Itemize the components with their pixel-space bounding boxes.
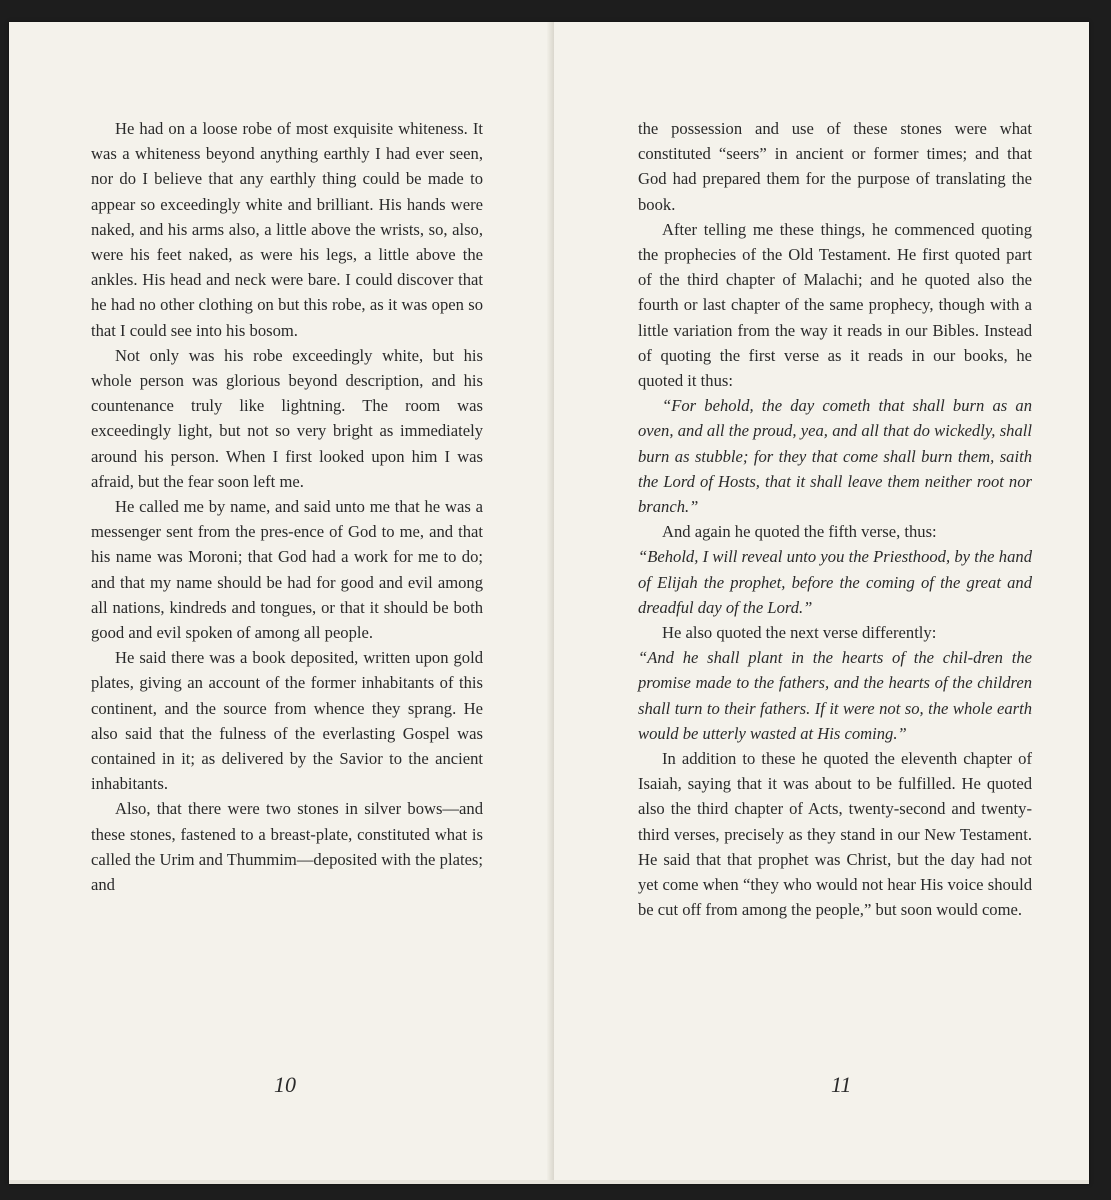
paragraph-continuation: the possession and use of these stones were what constituted “seers” in ancient or former times; and that God had prepared them for the purpose of translating the book.	[638, 119, 1032, 214]
paragraph: After telling me these things, he commenced quoting the prophecies of the Old Testament. He first quoted part of the third chapter of Malachi; and he quoted also the fourth or last chapter of the same prophecy, though with a little variation from the way it reads in our Bibles. Instead of quoting the first verse as it reads in our books, he quoted it thus:	[638, 219, 1032, 391]
page-number: 10	[274, 1072, 296, 1097]
scripture-quote: “And he shall plant in the hearts of the chil-dren the promise made to the fathers, and the hearts of the children shall turn to their fathers. If it were not so, the whole earth would be utterly wasted at His coming.”	[638, 648, 1032, 743]
right-page-text	[638, 116, 1032, 923]
booklet-spread	[9, 22, 1089, 1184]
paragraph: He also quoted the next verse differently:	[662, 623, 937, 643]
paragraph: He had on a loose robe of most exquisite whiteness. It was a whiteness beyond anything earthly I had ever seen, nor do I believe that any earthly thing could be made to appear so exceedingly white and brilliant. His hands were naked, and his arms also, a little above the wrists, so, also, were his feet naked, as were his legs, a little above the ankles. His head and neck were bare. I could discover that he had no other clothing on but this robe, as it was open so that I could see into his bosom.	[91, 119, 483, 340]
left-page-text	[91, 116, 483, 897]
scripture-quote: “Behold, I will reveal unto you the Priesthood, by the hand of Elijah the prophet, before the coming of the great and dreadful day of the Lord.”	[638, 547, 1032, 617]
paragraph: In addition to these he quoted the eleventh chapter of Isaiah, saying that it was about to be fulfilled. He quoted also the third chapter of Acts, twenty-second and twenty-third verses, precisely as they stand in our New Testament. He said that that prophet was Christ, but the day had not yet come when “they who would not hear His voice should be cut off from among the people,” but soon would come.	[638, 749, 1032, 920]
paragraph: He said there was a book deposited, written upon gold plates, giving an account of the former inhabitants of this continent, and the source from whence they sprang. He also said that the fulness of the everlasting Gospel was contained in it; as delivered by the Savior to the ancient inhabitants.	[91, 648, 483, 794]
paragraph: He called me by name, and said unto me that he was a messenger sent from the pres-ence of God to me, and that his name was Moroni; that God had a work for me to do; and that my name should be had for good and evil among all nations, kindreds and tongues, or that it should be both good and evil spoken of among all people.	[91, 497, 483, 643]
paragraph: Also, that there were two stones in silver bows—and these stones, fastened to a breast-plate, constituted what is called the Urim and Thummim—deposited with the plates; and	[91, 799, 483, 895]
scripture-quote: “For behold, the day cometh that shall burn as an oven, and all the proud, yea, and all that do wickedly, shall burn as stubble; for they that come shall burn them, saith the Lord of Hosts, that it shall leave them neither root nor branch.”	[638, 396, 1032, 517]
page-number: 11	[831, 1072, 852, 1097]
left-page	[9, 22, 553, 1184]
page-edge	[9, 1180, 1089, 1184]
paragraph: And again he quoted the fifth verse, thus:	[662, 522, 937, 542]
paragraph: Not only was his robe exceedingly white, but his whole person was glorious beyond description, and his countenance truly like lightning. The room was exceedingly light, but not so very bright as immediately around his person. When I first looked upon him I was afraid, but the fear soon left me.	[91, 345, 483, 491]
right-page	[554, 22, 1089, 1184]
